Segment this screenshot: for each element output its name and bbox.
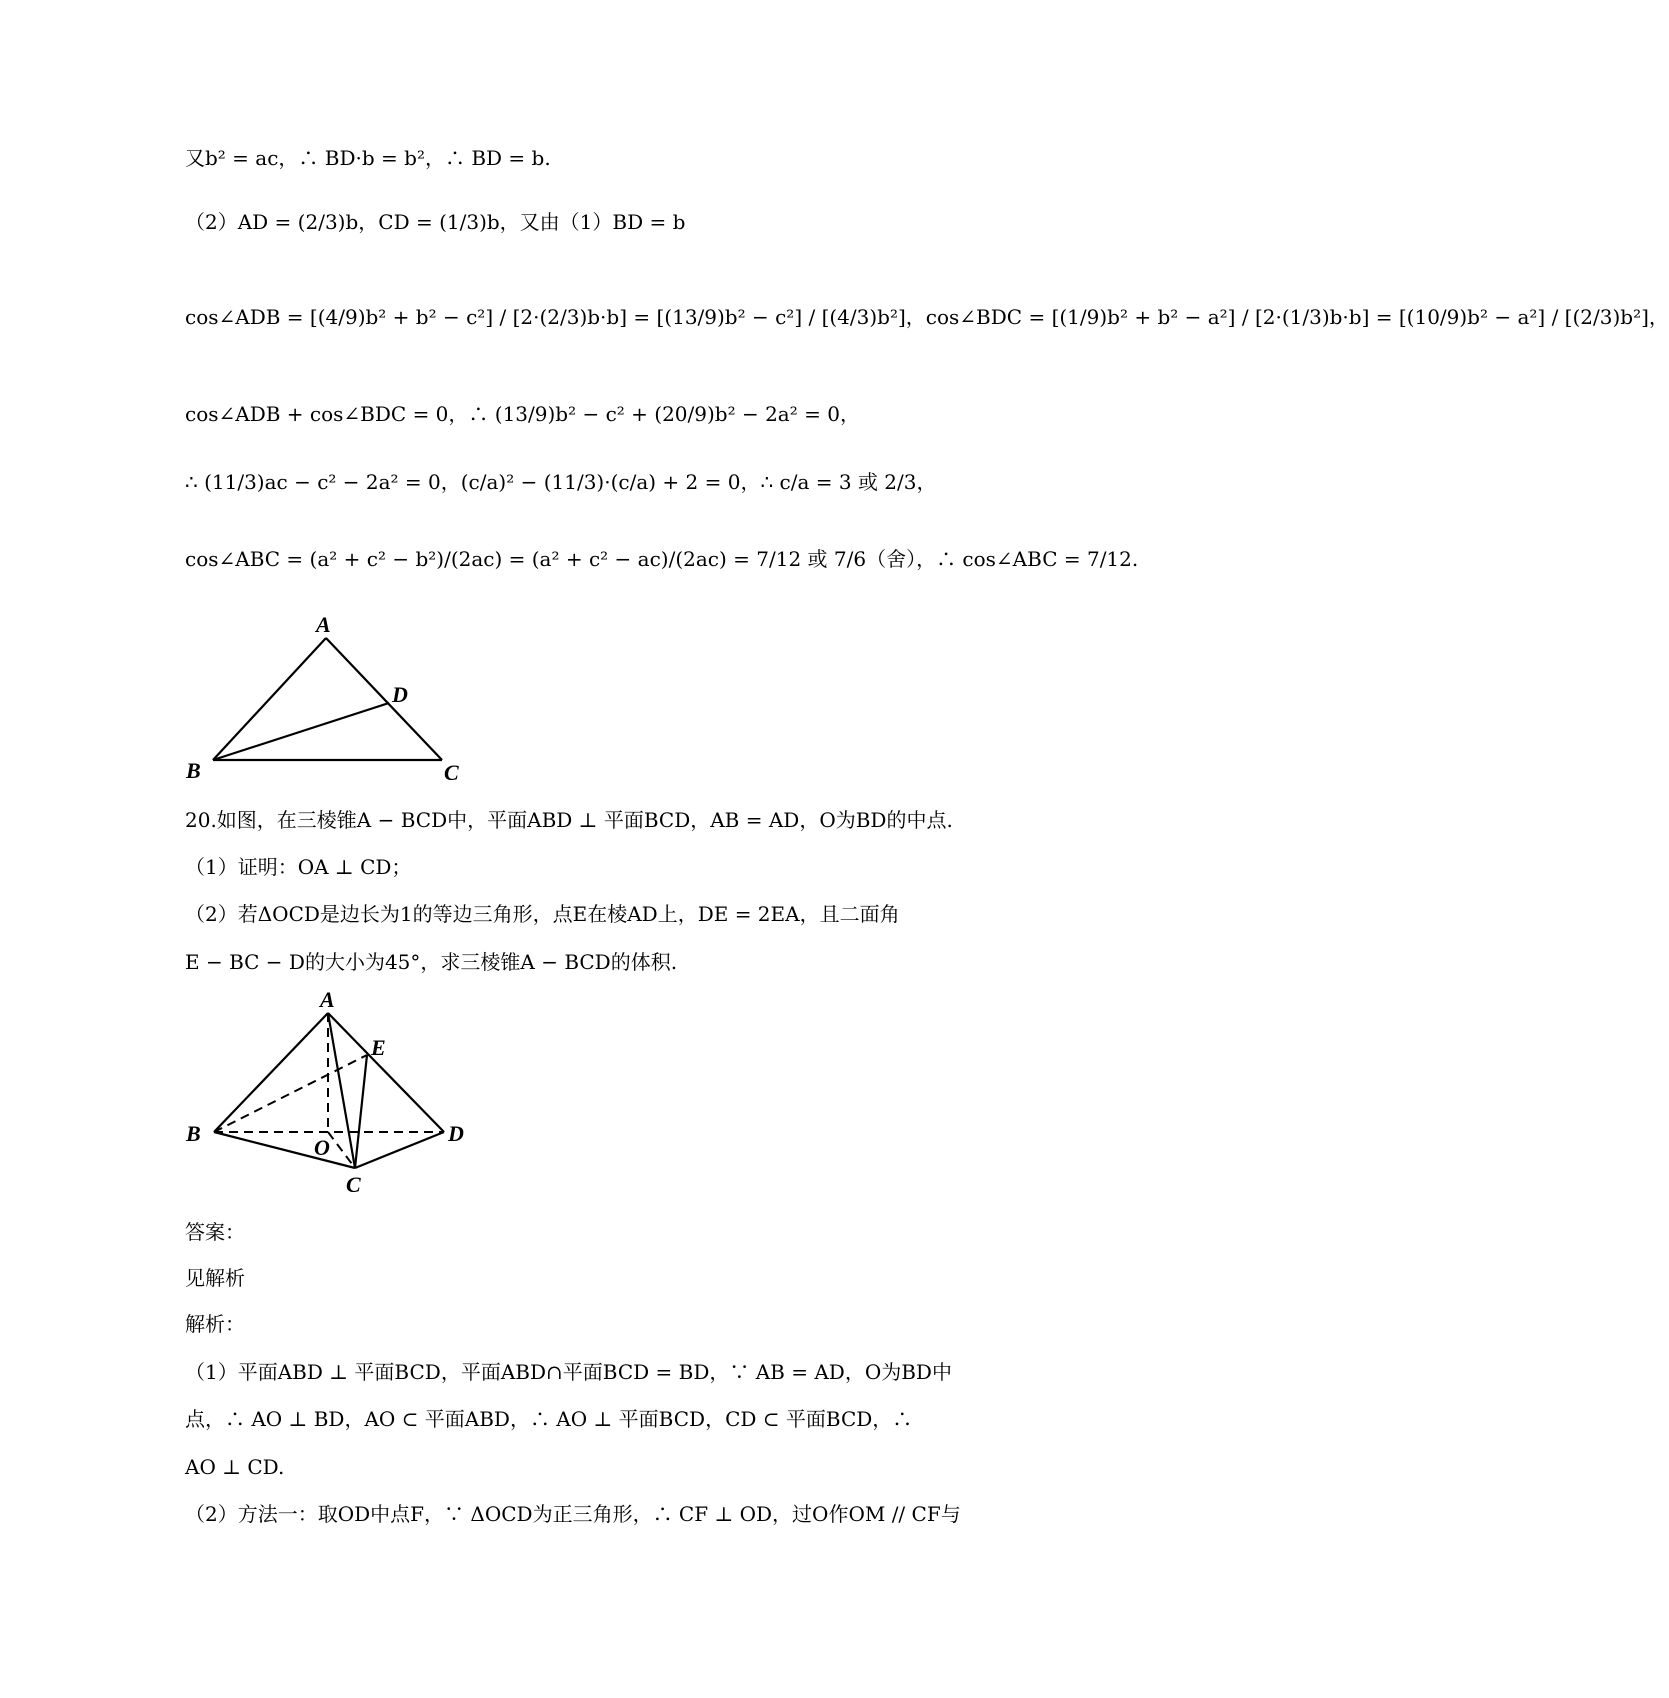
question-20-part-1: （1）证明：OA ⊥ CD；	[185, 855, 412, 879]
answer-label: 答案：	[185, 1220, 245, 1244]
analysis-line-4: （2）方法一：取OD中点F，∵ ΔOCD为正三角形，∴ CF ⊥ OD，过O作OM // CF与	[185, 1502, 961, 1526]
vertex-label-e: E	[371, 1035, 386, 1060]
solution-line-4: cos∠ADB + cos∠BDC = 0，∴ (13/9)b² − c² + (20/9)b² − 2a² = 0，	[185, 402, 860, 426]
vertex-label-a: A	[320, 987, 335, 1012]
analysis-line-1: （1）平面ABD ⊥ 平面BCD，平面ABD∩平面BCD = BD，∵ AB = AD，O为BD中	[185, 1360, 952, 1384]
analysis-label: 解析：	[185, 1312, 245, 1336]
analysis-line-2: 点，∴ AO ⊥ BD，AO ⊂ 平面ABD，∴ AO ⊥ 平面BCD，CD ⊂ 平面BCD，∴	[185, 1407, 913, 1431]
vertex-label-d: D	[392, 682, 408, 707]
analysis-line-3: AO ⊥ CD.	[185, 1455, 285, 1479]
solution-line-6: cos∠ABC = (a² + c² − b²)/(2ac) = (a² + c² − ac)/(2ac) = 7/12 或 7/6（舍），∴ cos∠ABC = 7/12.	[185, 547, 1139, 571]
vertex-label-a: A	[316, 612, 331, 637]
vertex-label-b: B	[186, 758, 201, 783]
answer-text: 见解析	[185, 1266, 245, 1290]
solution-line-1: 又b² = ac，∴ BD·b = b²，∴ BD = b.	[185, 146, 551, 170]
solution-line-5: ∴ (11/3)ac − c² − 2a² = 0，(c/a)² − (11/3)·(c/a) + 2 = 0，∴ c/a = 3 或 2/3，	[185, 470, 937, 494]
solution-line-2: （2）AD = (2/3)b，CD = (1/3)b，又由（1）BD = b	[185, 210, 686, 234]
vertex-label-c: C	[444, 760, 459, 785]
triangle-figure	[180, 608, 480, 788]
question-20-part-2b: E − BC − D的大小为45°，求三棱锥A − BCD的体积.	[185, 950, 678, 974]
segment-ec	[355, 1055, 367, 1168]
pyramid-figure	[180, 985, 480, 1200]
question-20-stem: 20.如图，在三棱锥A − BCD中，平面ABD ⊥ 平面BCD，AB = AD，O为BD的中点.	[185, 808, 953, 832]
segment-be-hidden	[214, 1055, 367, 1132]
solution-line-3: cos∠ADB = [(4/9)b² + b² − c²] / [2·(2/3)b·b] = [(13/9)b² − c²] / [(4/3)b²]，cos∠BDC = [(1/9)b² + b² − a²] / [2·(1/3)b·b] = [(10/9)b² − a²] / [(2/3)b²]，	[185, 305, 1669, 329]
vertex-label-o: O	[314, 1135, 330, 1160]
vertex-label-c: C	[346, 1172, 361, 1197]
vertex-label-b: B	[186, 1121, 201, 1146]
vertex-label-d: D	[448, 1121, 464, 1146]
edge-ac	[326, 638, 442, 760]
edge-bc	[214, 1132, 355, 1168]
edge-cd	[355, 1132, 444, 1168]
edge-ab	[214, 1013, 328, 1132]
question-20-part-2a: （2）若ΔOCD是边长为1的等边三角形，点E在棱AD上，DE = 2EA，且二面角	[185, 902, 900, 926]
